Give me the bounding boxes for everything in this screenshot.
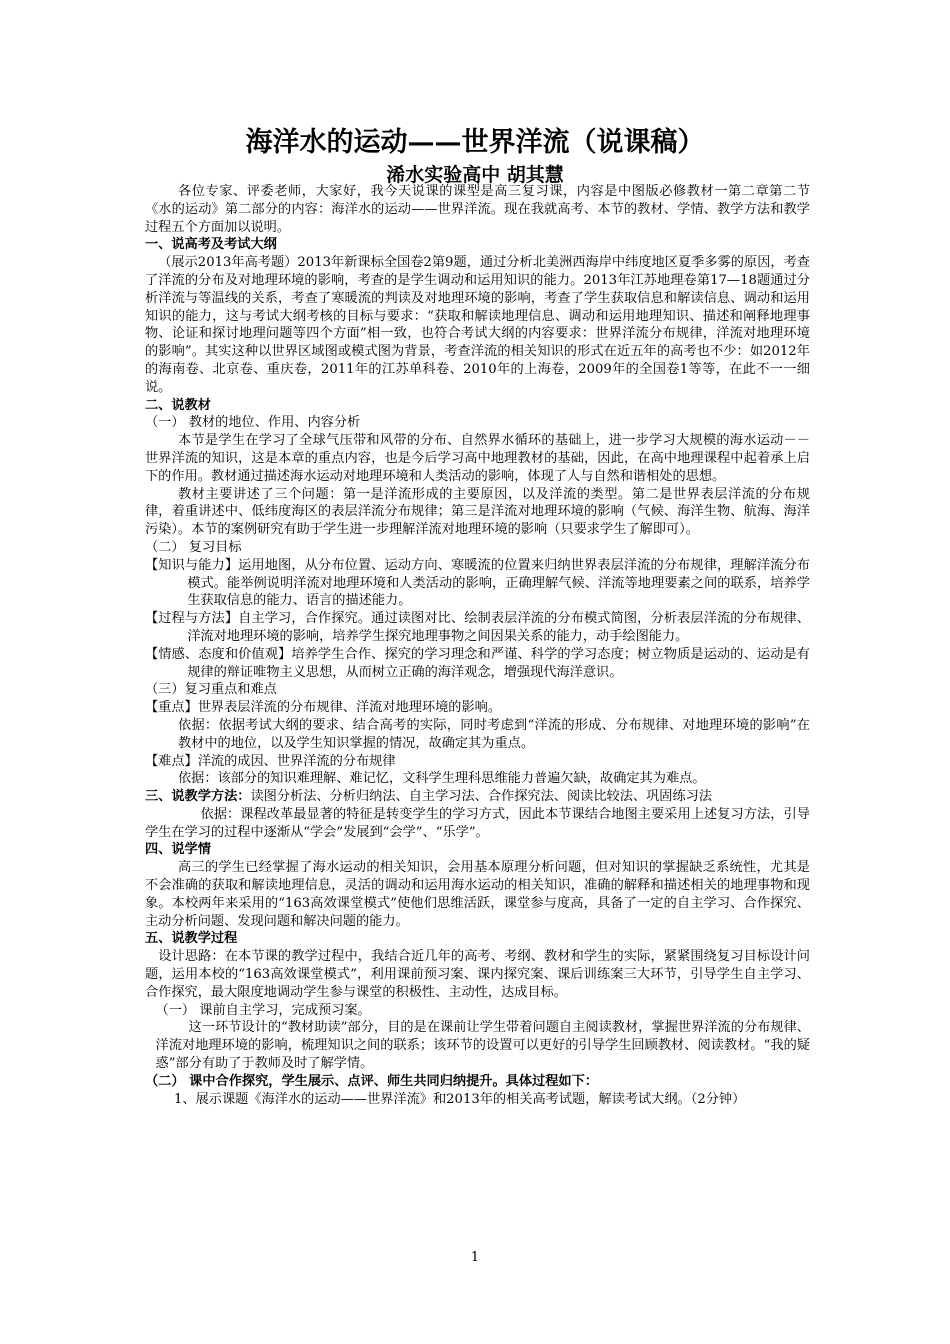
section5-paragraph-1: 设计思路：在本节课的教学过程中，我结合近几年的高考、考纲、教材和学生的实际，紧紧围绕复习目标设计问题，运用本校的“163高效课堂模式”，利用课前预习案、课内探究案、课后训练案三大环节，引导学生自主学习、合作探究，最大限度地调动学生参与课堂的积极性、主动性，达成目标。 <box>145 949 810 1000</box>
section-heading-3-label: 三、说教学方法： <box>145 789 251 805</box>
goal-knowledge: 【知识与能力】运用地图，从分布位置、运动方向、寒暖流的位置来归纳世界表层洋流的分布规律，理解洋流分布模式。能举例说明洋流对地理环境和人类活动的影响，正确理解气候、洋流等地理要素之间的联系，培养学生获取信息的能力、语言的描述能力。 <box>145 557 810 609</box>
subsection-5-2: （二） 课中合作探究，学生展示、点评、师生共同归纳提升。具体过程如下： <box>145 1073 598 1089</box>
key-point-basis: 依据：依据考试大纲的要求、结合高考的实际，同时考虑到“洋流的形成、分布规律、对地理环境的影响”在教材中的地位，以及学生知识掌握的情况，故确定其为重点。 <box>178 717 810 751</box>
section3-paragraph: 依据：课程改革最显著的特征是转变学生的学习方式，因此本节课结合地图主要采用上述复习方法，引导学生在学习的过程中逐渐从“学会”发展到“会学”、“乐学”。 <box>145 806 810 840</box>
section-heading-3-methods: 读图分析法、分析归纳法、自主学习法、合作探究法、阅读比较法、巩固练习法 <box>250 789 713 805</box>
section5-paragraph-2: 这一环节设计的“教材助读”部分，目的是在课前让学生带着问题自主阅读教材，掌握世界洋流的分布规律、洋流对地理环境的影响，梳理知识之间的联系；该环节的设置可以更好的引导学生回顾教材、阅读教材。“我的疑惑”部分有助了于教师及时了解学情。 <box>155 1020 810 1072</box>
subsection-2-1: （一） 教材的地位、作用、内容分析 <box>145 415 361 431</box>
section-heading-4: 四、说学情 <box>145 842 211 858</box>
section2-paragraph-2: 教材主要讲述了三个问题：第一是洋流形成的主要原因，以及洋流的类型。第二是世界表层洋流的分布规律，着重讲述中、低纬度海区的表层洋流分布规律；第三是洋流对地理环境的影响（气候、海洋生物、航海、海洋污染）。本节的案例研究有助于学生进一步理解洋流对地理环境的影响（只要求学生了解即可）。 <box>145 486 810 538</box>
goal-process: 【过程与方法】自主学习，合作探究。通过读图对比、绘制表层洋流的分布模式简图，分析表层洋流的分布规律、洋流对地理环境的影响，培养学生探究地理事物之间因果关系的能力，动手绘图能力。 <box>145 611 810 644</box>
section1-paragraph: （展示2013年高考题）2013年新课标全国卷2第9题，通过分析北美洲西海岸中纬度地区夏季多雾的原因，考查了洋流的分布及对地理环境的影响，考查的是学生调动和运用知识的能力。2013年江苏地理卷第17—18题通过分析洋流与等温线的关系，考查了寒暖流的判读及对地理环境的影响，考查了学生获取信息和解读信息、调动和运用知识的能力，这与考试大纲考核的目标与要求：“获取和解读地理信息、调动和运用地理知识、描述和阐释地理事物、论证和探讨地理问题等四个方面”相一致，也符合考试大纲的内容要求：世界洋流分布规律，洋流对地理环境的影响”。其实这种以世界区域图或模式图为背景，考查洋流的相关知识的形式在近五年的高考也不少：如2012年的海南卷、北京卷、重庆卷，2011年的江苏单科卷、2010年的上海卷，2009年的全国卷1等等，在此不一一细说。 <box>145 255 810 395</box>
subsection-5-1: （一） 课前自主学习，完成预习案。 <box>155 1002 371 1018</box>
subsection-2-3: （三）复习重点和难点 <box>145 682 277 698</box>
section-heading-1: 一、说高考及考试大纲 <box>145 237 277 253</box>
section5-paragraph-3: 1、展示课题《海洋水的运动——世界洋流》和2013年的相关高考试题，解读考试大纲。（2分钟） <box>174 1091 746 1107</box>
intro-paragraph: 各位专家、评委老师，大家好，我今天说课的课型是高三复习课，内容是中图版必修教材一第二章第二节《水的运动》第二部分的内容：海洋水的运动——世界洋流。现在我就高考、本节的教材、学情、教学方法和教学过程五个方面加以说明。 <box>145 184 810 235</box>
section4-paragraph: 高三的学生已经掌握了海水运动的相关知识，会用基本原理分析问题，但对知识的掌握缺乏系统性，尤其是不会准确的获取和解读地理信息，灵活的调动和运用海水运动的相关知识，准确的解释和描述相关的地理事物和现象。本校两年来采用的“163高效课堂模式”使他们思维活跃，课堂参与度高，具备了一定的自主学习、合作探究、主动分析问题、发现问题和解决问题的能力。 <box>145 860 810 929</box>
doc-title: 海洋水的运动——世界洋流（说课稿） <box>245 127 705 158</box>
section2-paragraph-1: 本节是学生在学习了全球气压带和风带的分布、自然界水循环的基础上，进一步学习大规模的海水运动－－世界洋流的知识，这是本章的重点内容，也是今后学习高中地理教材的基础，因此，在高中地理课程中起着承上启下的作用。教材通过描述海水运动对地理环境和人类活动的影响，体现了人与自然和谐相处的思想。 <box>145 433 810 484</box>
section-heading-3 <box>145 788 810 806</box>
section-heading-5: 五、说教学过程 <box>145 931 238 947</box>
goal-attitude: 【情感、态度和价值观】培养学生合作、探究的学习理念和严谨、科学的学习态度；树立物质是运动的、运动是有规律的辩证唯物主义思想，从而树立正确的海洋观念，增强现代海洋意识。 <box>145 646 810 680</box>
page-number: 1 <box>470 1250 480 1265</box>
difficult-point: 【难点】洋流的成因、世界洋流的分布规律 <box>145 753 396 769</box>
subsection-2-2: （二） 复习目标 <box>145 539 242 555</box>
key-point: 【重点】世界表层洋流的分布规律、洋流对地理环境的影响。 <box>145 700 502 716</box>
doc-body <box>145 183 810 1108</box>
difficult-point-basis: 依据：该部分的知识难理解、难记忆，文科学生理科思维能力普遍欠缺，故确定其为难点。 <box>178 771 706 787</box>
section-heading-2: 二、说教材 <box>145 397 211 413</box>
doc-author: 浠水实验高中 胡其慧 <box>386 164 564 186</box>
